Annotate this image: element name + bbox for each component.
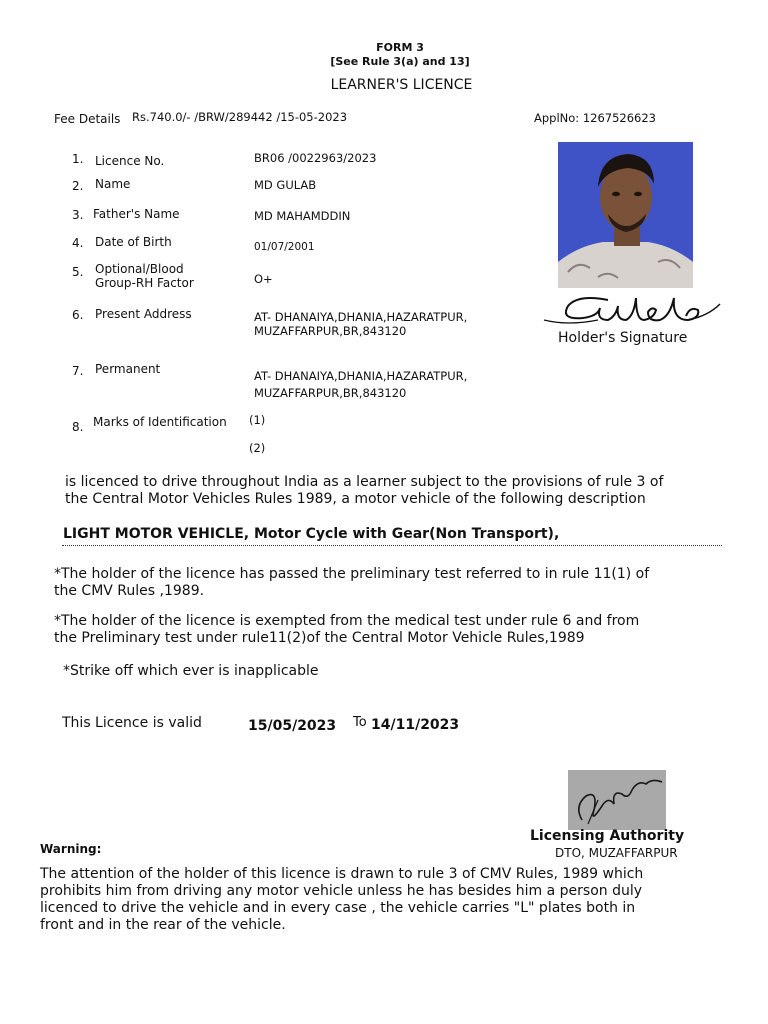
warning-text-line4: front and in the rear of the vehicle. [40, 917, 286, 933]
valid-from-date: 15/05/2023 [248, 718, 337, 734]
holder-signature [538, 290, 723, 334]
fee-details-value: Rs.740.0/- /BRW/289442 /15-05-2023 [132, 110, 348, 124]
field-number: 8. [72, 420, 84, 434]
field-number: 4. [72, 236, 84, 250]
blood-group-label: Optional/Blood [95, 262, 184, 276]
fathers-name-value: MD MAHAMDDIN [254, 209, 351, 223]
name-value: MD GULAB [254, 178, 317, 192]
note-exemption-line2: the Preliminary test under rule11(2)of the Central Motor Vehicle Rules,1989 [54, 630, 585, 646]
dob-label: Date of Birth [95, 235, 172, 249]
identification-mark-2: (2) [249, 441, 266, 455]
permanent-address-line1: AT- DHANAIYA,DHANIA,HAZARATPUR, [254, 369, 468, 383]
field-number: 5. [72, 265, 84, 279]
note-exemption-line1: *The holder of the licence is exempted from the medical test under rule 6 and from [54, 613, 640, 629]
validity-label: This Licence is valid [62, 715, 202, 731]
licence-statement-line2: the Central Motor Vehicles Rules 1989, a motor vehicle of the following description [65, 491, 646, 507]
identification-mark-1: (1) [249, 413, 266, 427]
warning-label: Warning: [40, 842, 102, 856]
holder-photo [558, 142, 693, 288]
field-number: 6. [72, 308, 84, 322]
permanent-address-line2: MUZAFFARPUR,BR,843120 [254, 386, 407, 400]
dob-value: 01/07/2001 [254, 241, 315, 253]
holder-signature-caption: Holder's Signature [558, 330, 688, 346]
field-number: 2. [72, 179, 84, 193]
present-address-line1: AT- DHANAIYA,DHANIA,HAZARATPUR, [254, 310, 468, 324]
note-preliminary-test-line2: the CMV Rules ,1989. [54, 583, 205, 599]
present-address-label: Present Address [95, 307, 192, 321]
fathers-name-label: Father's Name [93, 207, 180, 221]
identification-marks-label: Marks of Identification [93, 415, 227, 429]
licence-no-label: Licence No. [95, 154, 165, 168]
application-number: ApplNo: 1267526623 [534, 111, 656, 125]
warning-text-line2: prohibits him from driving any motor vehicle unless he has besides him a person duly [40, 883, 643, 899]
field-number: 7. [72, 364, 84, 378]
note-preliminary-test-line1: *The holder of the licence has passed the preliminary test referred to in rule 11(1) of [54, 566, 650, 582]
form-rule-reference: [See Rule 3(a) and 13] [330, 55, 470, 68]
strike-off-note: *Strike off which ever is inapplicable [63, 663, 319, 679]
licence-statement-line1: is licenced to drive throughout India as a learner subject to the provisions of rule 3 of [65, 474, 664, 490]
authority-signature-stamp [568, 770, 666, 830]
vehicle-class: LIGHT MOTOR VEHICLE, Motor Cycle with Gear(Non Transport), [63, 526, 560, 542]
name-label: Name [95, 177, 131, 191]
document-title: LEARNER'S LICENCE [330, 77, 473, 93]
field-number: 1. [72, 152, 84, 166]
permanent-address-label: Permanent [95, 362, 161, 376]
field-number: 3. [72, 208, 84, 222]
blood-group-value: O+ [254, 272, 273, 286]
present-address-line2: MUZAFFARPUR,BR,843120 [254, 324, 407, 338]
licensing-authority-office: DTO, MUZAFFARPUR [555, 846, 678, 860]
warning-text-line1: The attention of the holder of this licence is drawn to rule 3 of CMV Rules, 1989 which [40, 866, 644, 882]
warning-text-line3: licenced to drive the vehicle and in every case , the vehicle carries "L" plates both in [40, 900, 636, 916]
licence-no-value: BR06 /0022963/2023 [254, 151, 377, 165]
valid-to-date: 14/11/2023 [371, 717, 460, 733]
licensing-authority-title: Licensing Authority [530, 828, 685, 844]
vehicle-class-dotted-line [62, 545, 722, 546]
valid-to-label: To [353, 715, 367, 730]
blood-group-label-line2: Group-RH Factor [95, 276, 194, 290]
fee-details-label: Fee Details [54, 112, 121, 126]
form-number: FORM 3 [376, 41, 424, 54]
